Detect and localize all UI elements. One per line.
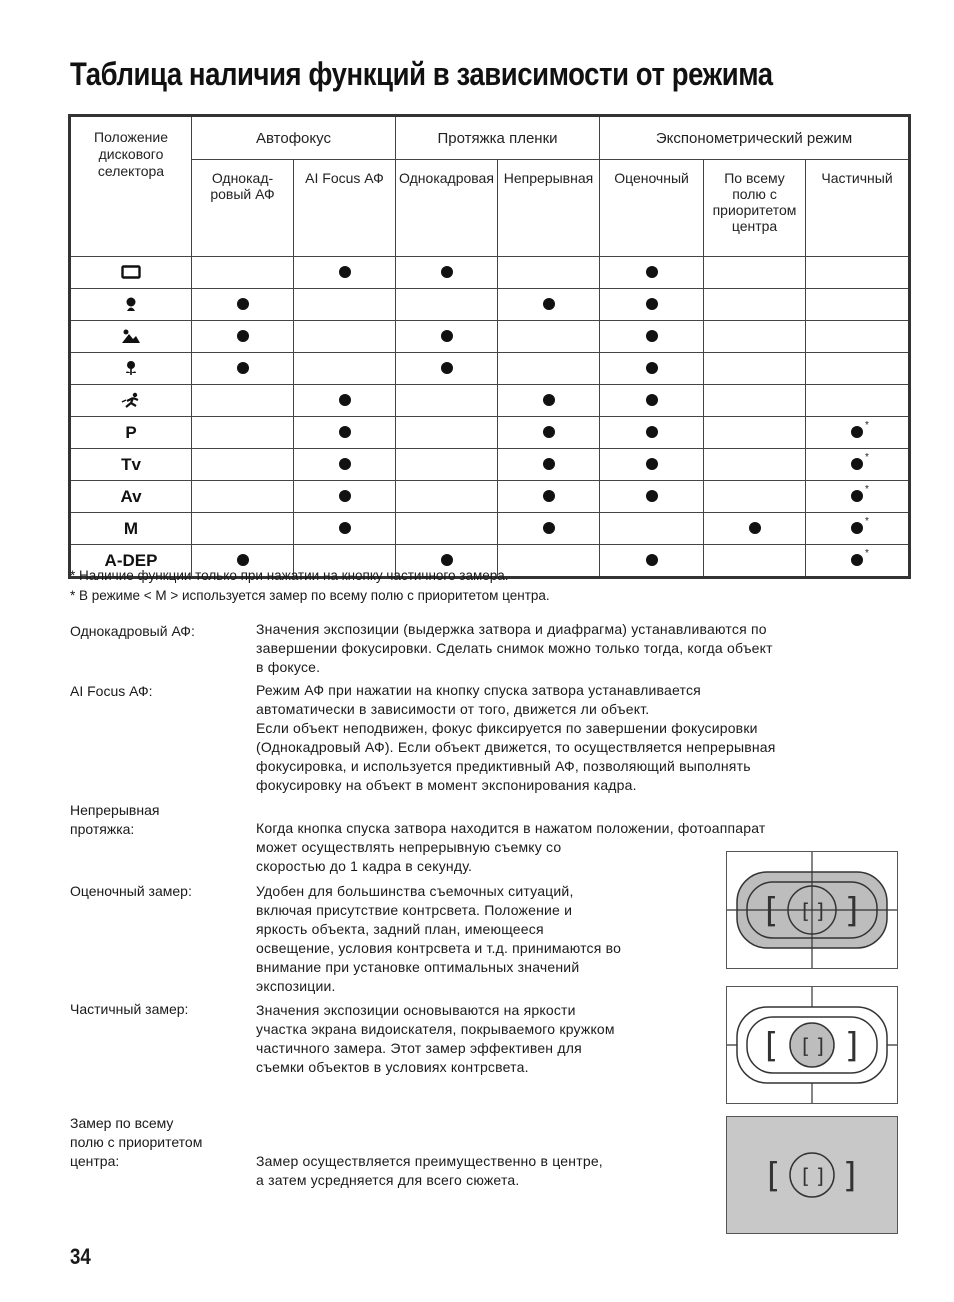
table-cell xyxy=(192,385,294,417)
landscape-icon xyxy=(121,328,141,344)
dot-icon xyxy=(646,554,658,566)
svg-text:[ ]: [ ] xyxy=(802,1164,824,1188)
dot-icon xyxy=(441,554,453,566)
availability-dot xyxy=(237,296,249,314)
table-cell xyxy=(600,353,704,385)
column-header-line: По всему xyxy=(724,170,785,186)
mode-label-text: Tv xyxy=(121,454,141,474)
column-header xyxy=(192,160,294,257)
asterisk-mark: * xyxy=(865,483,869,495)
dot-icon xyxy=(646,490,658,502)
sports-icon xyxy=(70,385,192,417)
availability-dot xyxy=(851,451,869,474)
table-row xyxy=(70,417,910,449)
autofocus-group-header: Автофокус xyxy=(192,116,396,160)
asterisk-mark: * xyxy=(865,515,869,527)
table-cell xyxy=(498,417,600,449)
availability-dot xyxy=(339,520,351,538)
table-cell xyxy=(704,513,806,545)
svg-text:[: [ xyxy=(765,1026,779,1066)
availability-dot xyxy=(646,296,658,314)
svg-text:]: ] xyxy=(845,891,859,931)
column-header-line: Непрерывная xyxy=(503,170,594,186)
column-header-line: приоритетом xyxy=(712,202,797,218)
availability-dot xyxy=(646,488,658,506)
table-row xyxy=(70,449,910,481)
column-header-line: полю с xyxy=(732,186,777,202)
dot-icon xyxy=(339,490,351,502)
dial-position-header xyxy=(70,116,192,257)
table-cell xyxy=(704,353,806,385)
feature-availability-table xyxy=(68,114,911,579)
footnote: * В режиме < M > используется замер по всему полю с приоритетом центра. xyxy=(70,588,550,603)
svg-text:]: ] xyxy=(845,1026,859,1066)
column-header-line: Частичный xyxy=(821,170,893,186)
table-cell xyxy=(498,513,600,545)
table-cell xyxy=(806,417,910,449)
mode-label xyxy=(70,417,192,449)
table-row xyxy=(70,481,910,513)
availability-dot xyxy=(339,264,351,282)
availability-dot xyxy=(339,392,351,410)
dot-icon xyxy=(543,522,555,534)
svg-text:[: [ xyxy=(767,1156,781,1196)
column-header-line: Оценочный xyxy=(614,170,689,186)
svg-text:[: [ xyxy=(765,891,779,931)
availability-dot xyxy=(441,360,453,378)
mode-label xyxy=(70,481,192,513)
dot-icon xyxy=(543,394,555,406)
dot-icon xyxy=(339,394,351,406)
table-cell xyxy=(396,257,498,289)
availability-dot xyxy=(441,264,453,282)
definition-term-partial-metering: Частичный замер: xyxy=(70,1001,189,1017)
dot-icon xyxy=(237,298,249,310)
table-cell xyxy=(192,353,294,385)
table-cell xyxy=(498,545,600,578)
table-cell xyxy=(192,417,294,449)
table-cell xyxy=(498,481,600,513)
table-cell xyxy=(192,481,294,513)
dot-icon xyxy=(851,490,863,502)
table-cell xyxy=(600,321,704,353)
dot-icon xyxy=(339,522,351,534)
dot-icon xyxy=(543,426,555,438)
partial-metering-diagram-icon xyxy=(726,986,898,1104)
table-cell xyxy=(600,417,704,449)
availability-dot xyxy=(339,424,351,442)
dot-icon xyxy=(646,298,658,310)
availability-dot xyxy=(646,360,658,378)
table-cell xyxy=(294,449,396,481)
table-cell xyxy=(192,321,294,353)
table-cell xyxy=(294,321,396,353)
asterisk-mark: * xyxy=(865,451,869,463)
table-cell xyxy=(600,545,704,578)
table-cell xyxy=(294,417,396,449)
footnote: * Наличие функции только при нажатии на кнопку частичного замера. xyxy=(70,568,509,583)
dot-icon xyxy=(851,426,863,438)
table-row xyxy=(70,513,910,545)
asterisk-mark: * xyxy=(865,547,869,559)
dot-icon xyxy=(237,554,249,566)
definition-term-ai-focus-af: AI Focus АФ: xyxy=(70,683,153,699)
availability-dot xyxy=(646,456,658,474)
table-cell xyxy=(806,545,910,578)
dot-icon xyxy=(237,330,249,342)
table-cell xyxy=(704,385,806,417)
table-cell xyxy=(396,321,498,353)
table-cell xyxy=(806,353,910,385)
dot-icon xyxy=(441,362,453,374)
dot-icon xyxy=(339,266,351,278)
portrait-icon xyxy=(123,296,139,312)
table-cell xyxy=(192,449,294,481)
table-row xyxy=(70,257,910,289)
availability-dot xyxy=(851,483,869,506)
table-cell xyxy=(704,257,806,289)
corner-header-line: дискового xyxy=(98,146,164,162)
dot-icon xyxy=(441,330,453,342)
dot-icon xyxy=(646,362,658,374)
definition-desc-one-shot-af: Значения экспозиции (выдержка затвора и диафрагма) устанавливаются по завершении фокусировки. Сделать снимок можно только тогда, когда объект в фокусе. xyxy=(256,621,773,675)
mode-label xyxy=(70,449,192,481)
table-row xyxy=(70,353,910,385)
dot-icon xyxy=(646,426,658,438)
table-cell xyxy=(498,385,600,417)
page-title: Таблица наличия функций в зависимости от режима xyxy=(70,56,773,92)
availability-dot xyxy=(543,392,555,410)
table-cell xyxy=(600,449,704,481)
table-cell xyxy=(806,257,910,289)
availability-dot xyxy=(646,264,658,282)
table-cell xyxy=(704,449,806,481)
table-cell xyxy=(396,385,498,417)
table-cell xyxy=(498,289,600,321)
availability-dot xyxy=(441,552,453,570)
column-header-line: ровый АФ xyxy=(210,186,275,202)
table-cell xyxy=(498,321,600,353)
center-weighted-metering-diagram-icon xyxy=(726,1116,898,1234)
table-cell xyxy=(600,289,704,321)
availability-dot xyxy=(237,552,249,570)
definition-desc-center-weighted-metering: Замер осуществляется преимущественно в центре, а затем усредняется для всего сюжета. xyxy=(256,1153,603,1188)
column-header xyxy=(498,160,600,257)
definition-term-evaluative-metering: Оценочный замер: xyxy=(70,883,192,899)
availability-dot xyxy=(749,520,761,538)
dot-icon xyxy=(749,522,761,534)
column-header-line: AI Focus АФ xyxy=(305,170,384,186)
table-cell xyxy=(294,289,396,321)
table-cell xyxy=(396,513,498,545)
dot-icon xyxy=(339,458,351,470)
definition-term-one-shot-af: Однокадровый АФ: xyxy=(70,623,195,639)
svg-text:[ ]: [ ] xyxy=(802,899,824,923)
availability-dot xyxy=(543,296,555,314)
availability-dot xyxy=(851,515,869,538)
table-row xyxy=(70,289,910,321)
dot-icon xyxy=(339,426,351,438)
column-header xyxy=(704,160,806,257)
svg-text:[ ]: [ ] xyxy=(802,1034,824,1058)
table-cell xyxy=(396,353,498,385)
table-cell xyxy=(498,449,600,481)
definition-desc-partial-metering: Значения экспозиции основываются на яркости участка экрана видоискателя, покрываемого кружком частичного замера. Этот замер эффективен для съемки объектов в условиях контрсвета. xyxy=(256,1002,615,1075)
table-cell xyxy=(294,257,396,289)
table-cell xyxy=(806,449,910,481)
availability-dot xyxy=(646,552,658,570)
table-cell xyxy=(704,481,806,513)
availability-dot xyxy=(237,360,249,378)
table-cell xyxy=(192,513,294,545)
table-cell xyxy=(600,385,704,417)
table-cell xyxy=(294,385,396,417)
table-cell xyxy=(294,353,396,385)
dot-icon xyxy=(851,522,863,534)
film-advance-group-header: Протяжка пленки xyxy=(396,116,600,160)
corner-header-line: селектора xyxy=(97,163,165,179)
definition-desc-continuous-advance: Когда кнопка спуска затвора находится в нажатом положении, фотоаппарат может осуществлять непрерывную съемку со скоростью до 1 кадра в секунду. xyxy=(256,820,766,874)
evaluative-metering-diagram-icon xyxy=(726,851,898,969)
column-header-line: Однокад- xyxy=(211,170,274,186)
table-cell xyxy=(192,257,294,289)
mode-label-text: Av xyxy=(120,486,142,506)
dot-icon xyxy=(646,458,658,470)
availability-dot xyxy=(646,424,658,442)
column-header xyxy=(806,160,910,257)
definition-term-center-weighted-metering: Замер по всему полю с приоритетом центра: xyxy=(70,1115,203,1169)
landscape-icon xyxy=(70,321,192,353)
dot-icon xyxy=(646,330,658,342)
availability-dot xyxy=(339,488,351,506)
metering-group-header: Экспонометрический режим xyxy=(600,116,910,160)
column-header xyxy=(396,160,498,257)
table-cell xyxy=(600,481,704,513)
availability-dot xyxy=(543,424,555,442)
availability-dot xyxy=(543,488,555,506)
table-cell xyxy=(704,545,806,578)
column-header xyxy=(294,160,396,257)
svg-text:]: ] xyxy=(843,1156,857,1196)
full-auto-rectangle-icon xyxy=(121,265,141,279)
table-cell xyxy=(396,481,498,513)
table-cell xyxy=(600,513,704,545)
portrait-icon xyxy=(70,289,192,321)
dot-icon xyxy=(646,394,658,406)
table-cell xyxy=(806,481,910,513)
availability-dot xyxy=(646,328,658,346)
dot-icon xyxy=(237,362,249,374)
table-cell xyxy=(498,257,600,289)
availability-dot xyxy=(237,328,249,346)
dot-icon xyxy=(646,266,658,278)
close-up-flower-icon xyxy=(123,360,139,376)
availability-dot xyxy=(646,392,658,410)
table-cell xyxy=(806,289,910,321)
table-row xyxy=(70,321,910,353)
dot-icon xyxy=(543,298,555,310)
table-row xyxy=(70,385,910,417)
availability-dot xyxy=(441,328,453,346)
definition-desc-ai-focus-af: Режим АФ при нажатии на кнопку спуска затвора устанавливается автоматически в зависимости от того, движется ли объект. Если объект неподвижен, фокус фиксируется по завершении фокусировки (Однокадровый АФ). Если объект движется, то осуществляется непрерывная фокусировка, и используется предиктивный АФ, позволяющий выполнять фокусировку на объект в момент экспонирования кадра. xyxy=(256,682,776,793)
table-cell xyxy=(806,385,910,417)
sports-icon xyxy=(121,392,141,408)
table-cell xyxy=(704,321,806,353)
dot-icon xyxy=(441,266,453,278)
mode-label-text: M xyxy=(123,518,139,538)
column-header xyxy=(600,160,704,257)
table-cell xyxy=(600,257,704,289)
table-cell xyxy=(192,289,294,321)
asterisk-mark: * xyxy=(865,419,869,431)
table-cell xyxy=(704,417,806,449)
table-cell xyxy=(806,321,910,353)
availability-dot xyxy=(851,547,869,570)
dot-icon xyxy=(543,458,555,470)
availability-dot xyxy=(543,456,555,474)
full-auto-rectangle-icon xyxy=(70,257,192,289)
mode-label-text: P xyxy=(125,422,137,442)
mode-label xyxy=(70,513,192,545)
definition-term-continuous-advance: Непрерывная протяжка: xyxy=(70,802,160,837)
table-cell xyxy=(806,513,910,545)
definition-desc-evaluative-metering: Удобен для большинства съемочных ситуаций, включая присутствие контрсвета. Положение и яркость объекта, задний план, имеющееся освещение, условия контрсвета и т.д. принимаются во внимание при установке оптимальных значений экспозиции. xyxy=(256,883,622,994)
table-cell xyxy=(704,289,806,321)
availability-dot xyxy=(543,520,555,538)
table-cell xyxy=(498,353,600,385)
dot-icon xyxy=(543,490,555,502)
column-header-line: центра xyxy=(731,218,778,234)
page-number: 34 xyxy=(70,1244,91,1269)
dot-icon xyxy=(851,458,863,470)
mode-label-text: A-DEP xyxy=(104,550,158,570)
table-cell xyxy=(294,513,396,545)
table-cell xyxy=(294,481,396,513)
table-cell xyxy=(396,289,498,321)
corner-header-line: Положение xyxy=(94,129,168,145)
column-header-line: Однокадровая xyxy=(399,170,494,186)
availability-dot xyxy=(339,456,351,474)
table-cell xyxy=(396,417,498,449)
close-up-flower-icon xyxy=(70,353,192,385)
table-cell xyxy=(396,449,498,481)
availability-dot xyxy=(851,419,869,442)
dot-icon xyxy=(851,554,863,566)
